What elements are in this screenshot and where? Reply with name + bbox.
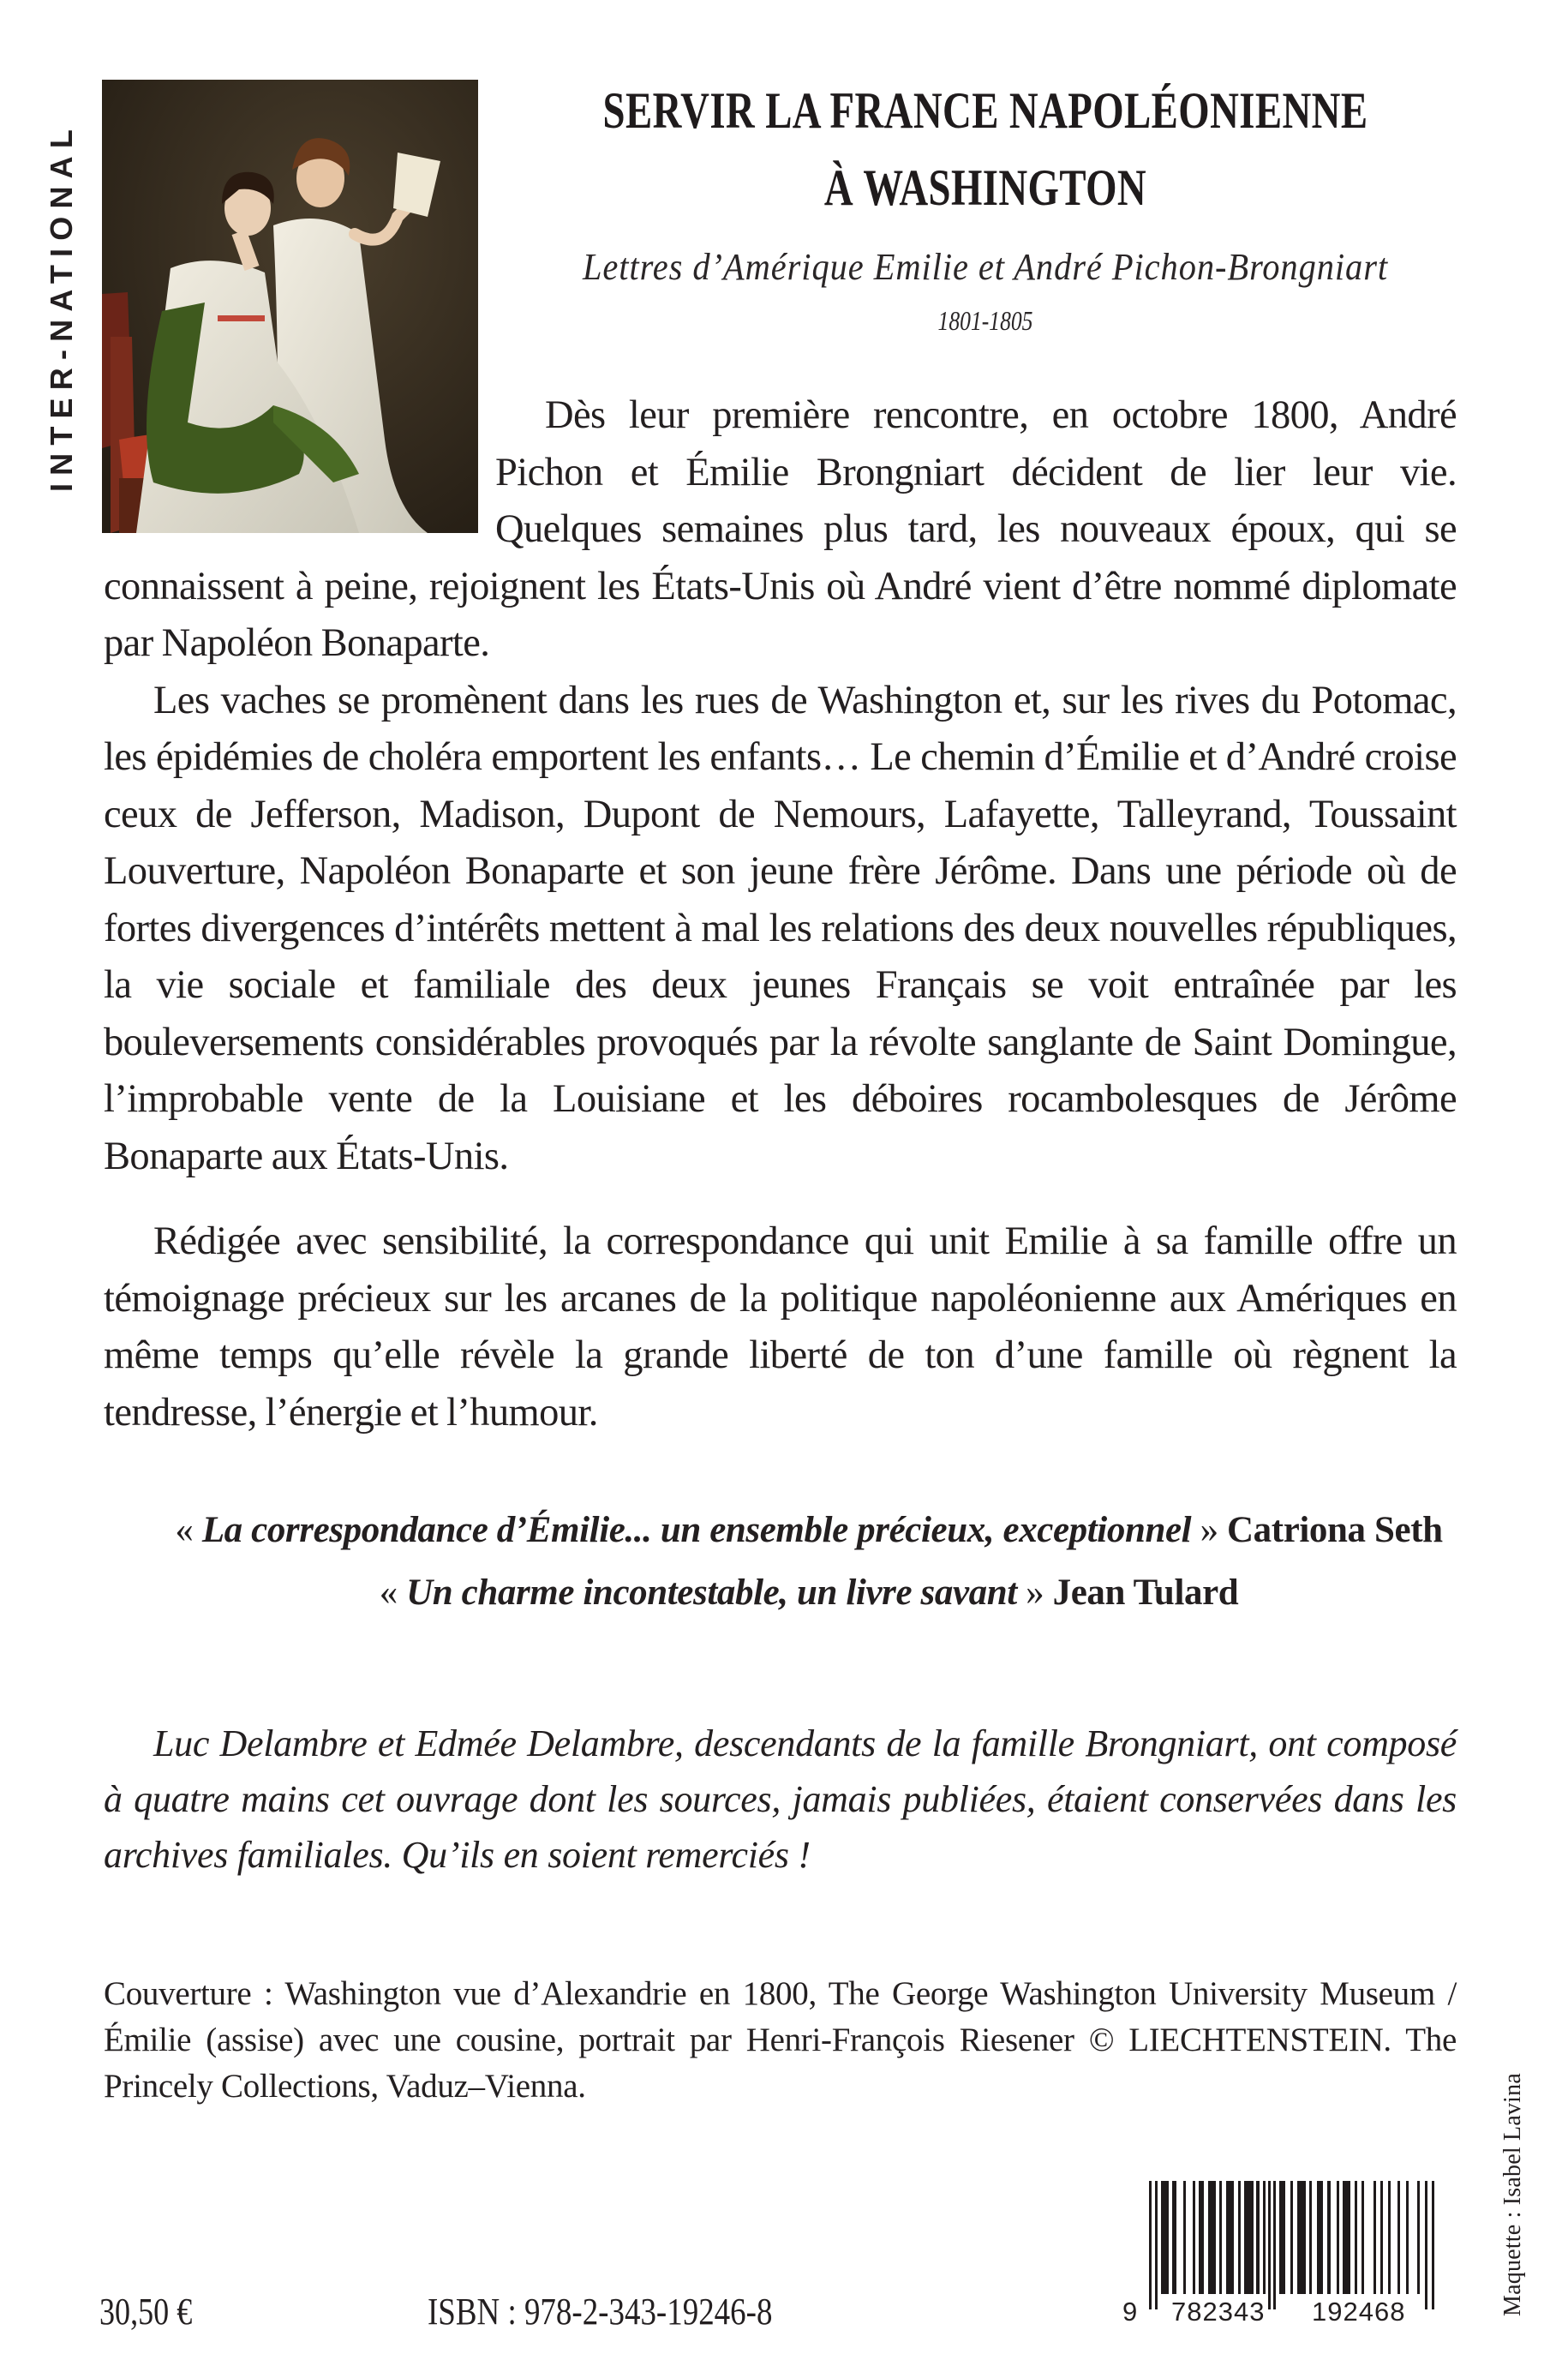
collection-label [39, 84, 84, 530]
barcode-first-digit: 9 [1122, 2297, 1139, 2327]
synopsis [104, 387, 1457, 1441]
design-credit-text: Maquette : Isabel Lavina [1499, 2073, 1526, 2316]
quote-author: Jean Tulard [1052, 1572, 1239, 1613]
design-credit [1496, 2061, 1530, 2328]
collection-label-text: INTER-NATIONAL [44, 121, 79, 493]
synopsis-paragraph-1: Dès leur première rencontre, en octobre 1800, André Pichon et Émilie Brongniart décident de lier leur vie. Quelques semaines plus tard, les nouveaux époux, qui se connaissent à peine, rejoignent les États-Unis où André vient d’être nommé diplomate par Napoléon Bonaparte. [104, 393, 1457, 665]
barcode-left-digits: 782343 [1171, 2297, 1266, 2327]
quote-text: La correspondance d’Émilie... un ensemble précieux, exceptionnel [201, 1510, 1192, 1550]
quote-close-mark: » [1016, 1572, 1053, 1613]
quote-open-mark: « [379, 1572, 407, 1613]
book-subtitle: Lettres d’Amérique Emilie et André Pichon-Brongniart [582, 246, 1389, 288]
review-quote-2 [104, 1572, 1514, 1614]
quote-open-mark: « [175, 1510, 202, 1550]
synopsis-paragraph-2: Les vaches se promènent dans les rues de Washington et, sur les rives du Potomac, les épidémies de choléra emportent les enfants… Le chemin d’Émilie et d’André croise ceux de Jefferson, Madison, Dupont de Nemours, Lafayette, Talleyrand, Toussaint Louverture, Napoléon Bonaparte et son jeune frère Jérôme. Dans une période où de fortes divergences d’intérêts mettent à mal les relations des deux nouvelles républiques, la vie sociale et familiale des deux jeunes Français se voit entraînée par les bouleversements considérables provoqués par la révolte sanglante de Saint Domingue, l’improbable vente de la Louisiane et les déboires rocambolesques de Jérôme Bonaparte aux États-Unis. [104, 678, 1457, 1178]
book-title-line-1: SERVIR LA FRANCE NAPOLÉONIENNE [602, 82, 1368, 139]
isbn-barcode [1149, 2181, 1437, 2309]
price: 30,50 € [99, 2291, 193, 2333]
quote-author: Catriona Seth [1227, 1510, 1443, 1550]
book-title-line-2: À WASHINGTON [823, 159, 1147, 216]
image-wrap-spacer [104, 387, 495, 555]
authors-note: Luc Delambre et Edmée Delambre, descendants de la famille Brongniart, ont composé à quatre mains cet ouvrage dont les sources, jamais publiées, étaient conservées dans les archives familiales. Qu’ils en soient remerciés ! [104, 1722, 1457, 1876]
cover-credits: Couverture : Washington vue d’Alexandrie en 1800, The George Washington University Museum / Émilie (assise) avec une cousine, portrait par Henri-François Riesener © LIECHTENSTEIN. The Princely Collections, Vaduz–Vienna. [104, 1975, 1457, 2105]
book-years: 1801-1805 [937, 305, 1033, 336]
isbn: ISBN : 978-2-343-19246-8 [428, 2291, 773, 2333]
quote-text: Un charme incontestable, un livre savant [406, 1572, 1017, 1613]
synopsis-paragraph-3: Rédigée avec sensibilité, la correspondance qui unit Emilie à sa famille offre un témoignage précieux sur les arcanes de la politique napoléonienne aux Amériques en même temps qu’elle révèle la grande liberté de ton d’une famille où règnent la tendresse, l’énergie et l’humour. [104, 1219, 1457, 1435]
barcode-right-digits: 192468 [1312, 2297, 1406, 2327]
quote-close-mark: » [1191, 1510, 1228, 1550]
review-quote-1 [104, 1509, 1514, 1551]
